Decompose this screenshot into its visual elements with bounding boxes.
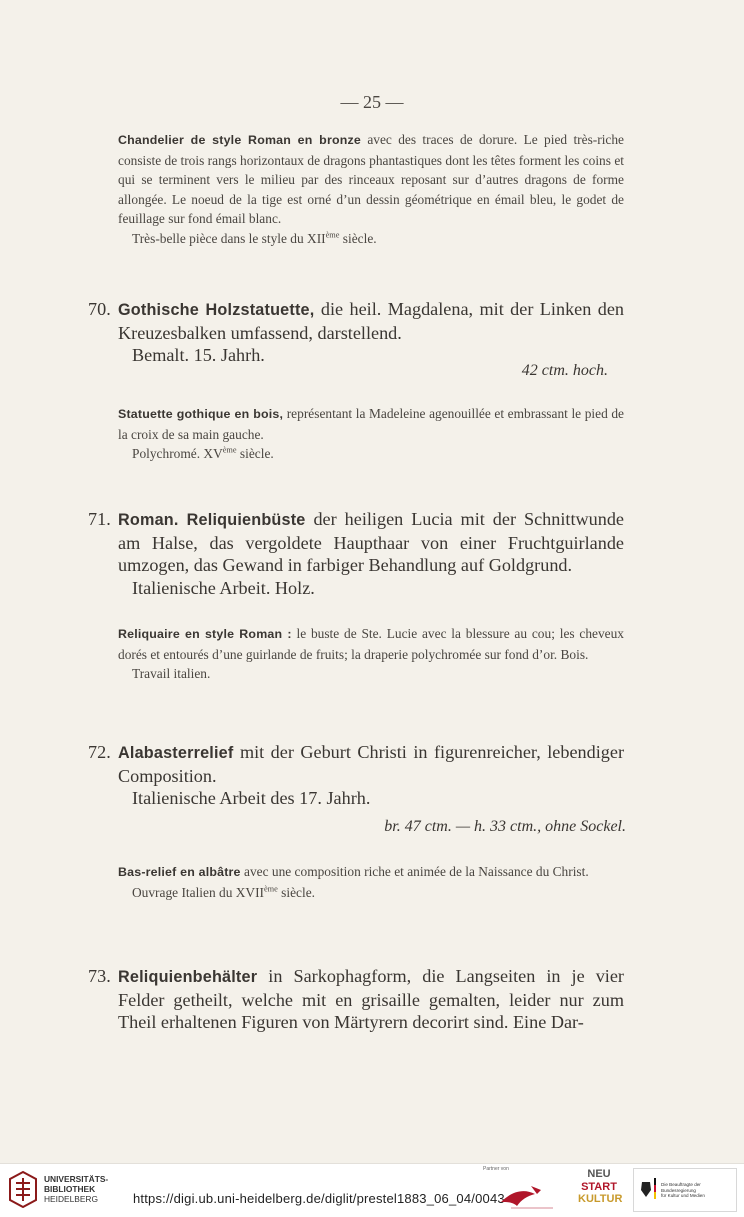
entry-73-german — [118, 965, 624, 1034]
entry-72-fr-body: avec une composition riche et animée de la Naissance du Christ. — [240, 864, 589, 879]
entry-70-french — [118, 404, 624, 464]
page-url-link[interactable]: https://digi.ub.uni-heidelberg.de/diglit/prestel1883_06_04/0043 — [133, 1191, 505, 1206]
entry-70-fr-lead: Statuette gothique en bois, — [118, 407, 284, 421]
partner-label: Partner von — [483, 1166, 509, 1172]
entry-72-de-note: Italienische Arbeit des 17. Jahrh. — [132, 788, 371, 809]
entry-73-de-lead: Reliquienbehälter — [118, 968, 258, 986]
entry-intro-fr-note: Très-belle pièce dans le style du XIIème siècle. — [132, 230, 377, 246]
entry-72-french — [118, 862, 624, 902]
neustart-kultur-logo — [578, 1168, 623, 1210]
footer-bar — [0, 1163, 744, 1217]
entry-71-german — [118, 508, 624, 599]
entry-71-de-note: Italienische Arbeit. Holz. — [132, 577, 315, 598]
entry-intro-french — [118, 130, 624, 249]
entry-72-number: 72. — [88, 742, 111, 762]
entry-intro-fr-body: avec des traces de dorure. Le pied très-riche consiste de trois rangs horizontaux de dragons phantastiques dont les têtes forment les coins et qui se terminent vers le milieu par des rinceaux reposant sur d’autres dragons de forme allongée. Le noeud de la tige est orné d’un dessin géométrique en émail bleu, le godet de feuillage sur fond émail blanc. — [118, 132, 624, 227]
entry-70-de-note: Bemalt. 15. Jahrh. — [132, 345, 265, 366]
university-library-logo-icon — [8, 1170, 38, 1208]
page-number: — 25 — — [340, 92, 404, 112]
bkm-text: Die Beauftragte der Bundesregierung für Kultur und Medien — [661, 1182, 705, 1199]
entry-70-fr-note: Polychromé. XVème siècle. — [132, 445, 274, 462]
federal-eagle-icon — [640, 1178, 656, 1200]
entry-71-french — [118, 624, 624, 684]
entry-71-fr-lead: Reliquaire en style Roman : — [118, 627, 292, 641]
entry-71-fr-note: Travail italien. — [132, 666, 211, 682]
entry-71-number: 71. — [88, 509, 111, 529]
entry-72-de-body: mit der Geburt Christi in figurenreicher, lebendiger Composition. — [118, 742, 624, 786]
entry-73-number: 73. — [88, 966, 111, 986]
neustart-line-kultur: KULTUR — [578, 1193, 623, 1205]
entry-71-fr-body: le buste de Ste. Lucie avec la blessure au cou; les cheveux dorés et entourés d’une guirlande de fruits; la draperie polychromée sur fond d’or. Bois. — [118, 626, 624, 662]
library-name: UNIVERSITÄTS- BIBLIOTHEK HEIDELBERG — [44, 1174, 109, 1204]
neustart-line-neu: NEU — [587, 1168, 611, 1180]
entry-72-fr-note: Ouvrage Italien du XVIIème siècle. — [132, 884, 316, 900]
entry-70-de-body: die heil. Magdalena, mit der Linken den Kreuzesbalken umfassend, darstellend. — [118, 299, 624, 343]
entry-72-fr-lead: Bas-relief en albâtre — [118, 865, 241, 879]
entry-73-de-body: in Sarkophagform, die Langseiten in je vier Felder getheilt, welche mit en grisaille gemalten, leider nur zum Theil erhaltenen Figuren von Märtyrern decorirt sind. Eine Dar- — [118, 966, 624, 1033]
entry-intro-fr-lead: Chandelier de style Roman en bronze — [118, 133, 361, 147]
entry-70-number: 70. — [88, 299, 111, 319]
partner-bird-logo-icon — [497, 1176, 557, 1212]
entry-72-german — [118, 741, 624, 810]
entry-70-german — [118, 298, 624, 367]
entry-72-measure: br. 47 ctm. — h. 33 ctm., ohne Sockel. — [384, 818, 626, 835]
entry-71-de-lead: Roman. Reliquienbüste — [118, 511, 306, 529]
entry-70-de-lead: Gothische Holzstatuette, — [118, 301, 315, 319]
entry-72-de-lead: Alabasterrelief — [118, 744, 234, 762]
neustart-line-start: START — [581, 1180, 617, 1193]
entry-70-fr-body: représentant la Madeleine agenouillée et embrassant le pied de la croix de sa main gauche. — [118, 406, 624, 442]
entry-71-de-body: der heiligen Lucia mit der Schnittwunde am Halse, das vergoldete Haupthaar von einer Fruchtguirlande umzogen, das Gewand in farbiger Behandlung auf Goldgrund. — [118, 509, 624, 576]
bkm-logo — [633, 1168, 737, 1212]
entry-70-measure: 42 ctm. hoch. — [521, 362, 608, 379]
